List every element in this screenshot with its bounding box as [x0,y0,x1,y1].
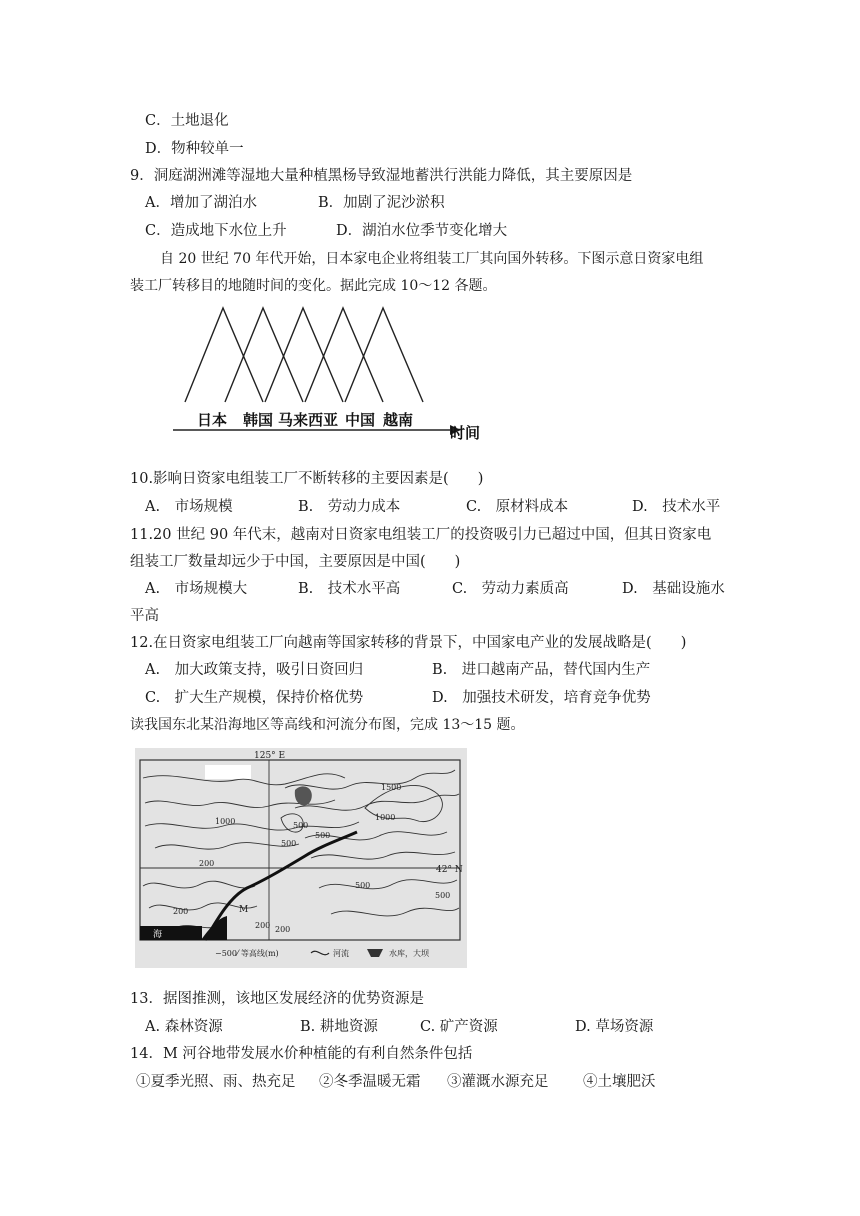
contour-label-200-south: 200 [275,925,291,934]
q12-stem: 12.在日资家电组装工厂向越南等国家转移的背景下，中国家电产业的发展战略是( ) [130,635,687,651]
latitude-label: 42° N [436,865,463,875]
q11-option-d-continued: 平高 [130,608,159,624]
contour-label-1000-west: 1000 [215,817,236,826]
peak-japan [185,308,263,402]
q11-option-a: A. 市场规模大 [145,581,248,597]
q9-option-b: B．加剧了泥沙淤积 [318,195,445,211]
q13-option-c: C. 矿产资源 [420,1019,498,1035]
peak-china [305,308,383,402]
q9-option-d: D．湖泊水位季节变化增大 [336,223,508,239]
passage1-line1: 自 20 世纪 70 年代开始，日本家电企业将组装工厂其向国外转移。下图示意日资家电组 [160,251,704,267]
country-peaks [185,308,423,402]
peak-korea [225,308,303,402]
contour-label-1500: 1500 [381,783,402,792]
q11-stem-line2: 组装工厂数量却远少于中国，主要原因是中国( ) [130,554,461,570]
passage1-line2: 装工厂转移目的地随时间的变化。据此完成 10～12 各题。 [130,278,497,294]
q10-option-a: A. 市场规模 [145,499,233,515]
longitude-label: 125° E [254,751,286,761]
contour-label-500-center: 500 [293,821,309,830]
q11-option-d: D. 基础设施水 [622,581,725,597]
label-malaysia: 马来西亚 [278,411,339,429]
q14-option-3: ③灌溉水源充足 [447,1074,549,1090]
q11-option-c: C. 劳动力素质高 [452,581,569,597]
q8-option-c: C．土地退化 [145,113,229,129]
point-m-label: M [239,905,249,915]
contour-label-500-south: 500 [355,881,371,890]
q9-option-a: A．增加了湖泊水 [145,195,257,211]
q9-stem: 9．洞庭湖洲滩等湿地大量种植黑杨导致湿地蓄洪行洪能力降低，其主要原因是 [130,168,633,184]
passage2-text: 读我国东北某沿海地区等高线和河流分布图，完成 13～15 题。 [130,717,525,733]
label-korea: 韩国 [243,411,274,429]
q12-option-a: A. 加大政策支持，吸引日资回归 [145,662,364,678]
sea-label: 海 [153,930,163,940]
q14-stem: 14．M 河谷地带发展水价种植能的有利自然条件包括 [130,1046,473,1062]
q10-option-c: C. 原材料成本 [466,499,569,515]
q14-option-1: ①夏季光照、雨、热充足 [136,1074,296,1090]
contour-label-500-east: 500 [315,831,331,840]
q12-option-b: B. 进口越南产品，替代国内生产 [432,662,651,678]
transfer-timeline-figure [165,300,495,446]
q11-option-b: B. 技术水平高 [298,581,401,597]
contour-label-200-north: 200 [199,859,215,868]
q10-option-b: B. 劳动力成本 [298,499,401,515]
q9-option-c: C．造成地下水位上升 [145,223,287,239]
label-japan: 日本 [197,411,228,429]
legend-reservoir: 水库，大坝 [389,949,429,958]
q11-stem-line1: 11.20 世纪 90 年代末，越南对日资家电组装工厂的投资吸引力已超过中国，但其日资家电 [130,527,712,543]
q13-option-d: D. 草场资源 [575,1019,654,1035]
q12-option-d: D. 加强技术研发，培育竞争优势 [432,690,651,706]
blank-patch [205,765,251,779]
q13-option-b: B. 耕地资源 [300,1019,378,1035]
label-vietnam: 越南 [383,411,414,429]
q14-option-2: ②冬季温暖无霜 [319,1074,421,1090]
time-axis-label: 时间 [450,424,481,442]
contour-label-1000-east: 1000 [375,813,396,822]
contour-label-500-far-east: 500 [435,891,451,900]
label-china: 中国 [345,411,376,429]
q13-option-a: A. 森林资源 [145,1019,223,1035]
q10-stem: 10.影响日资家电组装工厂不断转移的主要因素是( ) [130,471,484,487]
q12-option-c: C. 扩大生产规模，保持价格优势 [145,690,364,706]
legend-river: 河流 [333,949,349,958]
contour-label-200-center: 200 [255,921,271,930]
q8-option-d: D．物种较单一 [145,141,244,157]
q14-option-4: ④土壤肥沃 [583,1074,656,1090]
sea-band [140,926,202,940]
contour-map-figure [135,748,467,968]
contour-label-500-mid: 500 [281,839,297,848]
peak-vietnam [345,308,423,402]
peak-malaysia [265,308,343,402]
q10-option-d: D. 技术水平 [632,499,721,515]
q13-stem: 13．据图推测，该地区发展经济的优势资源是 [130,991,424,1007]
legend-contour: −500⁄ 等高线(m) [215,949,279,958]
contour-label-200-west: 200 [173,907,189,916]
